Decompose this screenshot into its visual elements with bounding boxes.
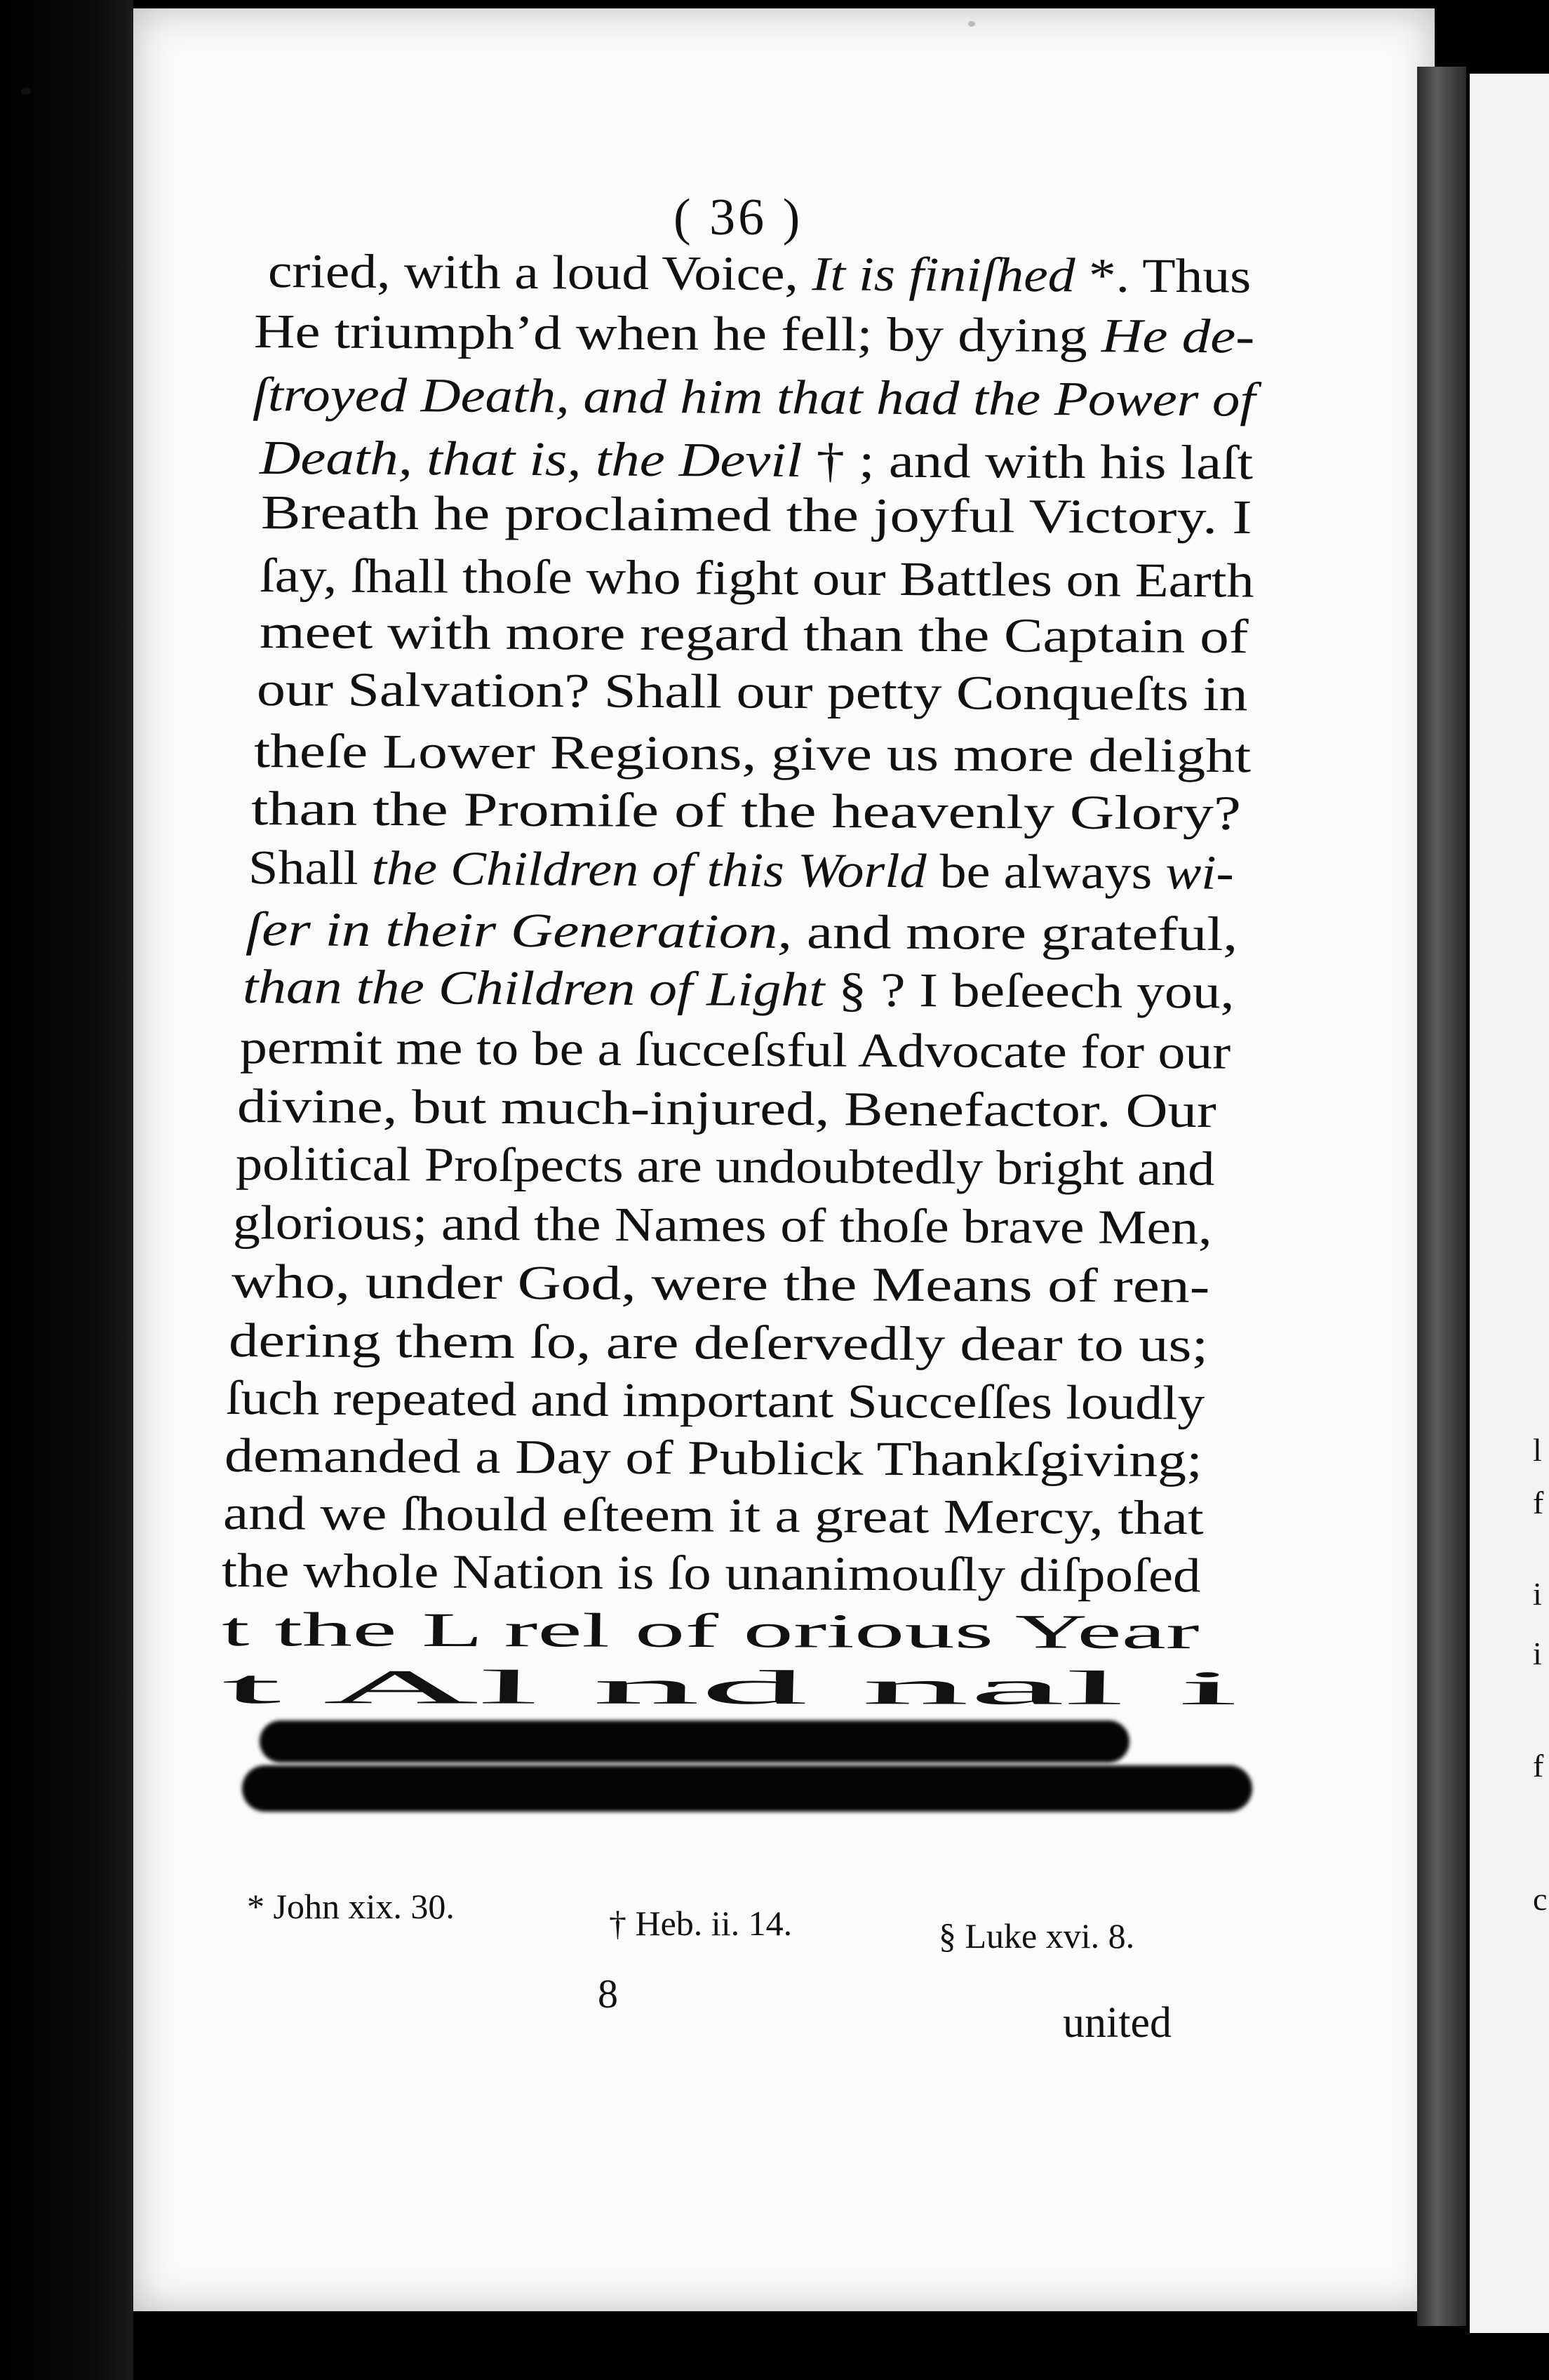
text-line: demanded a Day of Publick Thankſgiving;	[224, 1429, 1203, 1488]
text-line: cried, with a loud Voice, It is finiſhed *. Thus	[267, 244, 1252, 303]
text-line: He triumph’d when he fell; by dying He de-	[253, 305, 1255, 363]
text-line: ſuch repeated and important Succeſſes loudly	[225, 1371, 1205, 1430]
catchword: united	[1063, 1999, 1172, 2047]
text-line: divine, but much-injured, Benefactor. Our	[236, 1079, 1217, 1138]
text-line: than the Promiſe of the heavenly Glory?	[250, 782, 1242, 840]
facing-page-glyph: l	[1533, 1432, 1542, 1468]
text-line: ſay, ſhall thoſe who fight our Battles on Earth	[259, 549, 1254, 608]
footnote-luke: § Luke xvi. 8.	[939, 1916, 1135, 1956]
text-line: Breath he proclaimed the joyful Victory. I	[260, 486, 1252, 544]
text-line: than the Children of Light § ? I beſeech you,	[242, 960, 1235, 1019]
redaction-mark	[242, 1765, 1252, 1812]
text-line: Death, that is, the Devil † ; and with his laſt	[259, 431, 1254, 490]
scan-speck	[968, 21, 975, 27]
facing-page-glyph: i	[1533, 1576, 1542, 1612]
text-line: t the L rel of orious Year	[221, 1603, 1200, 1659]
text-line: theſe Lower Regions, give us more delight	[253, 724, 1252, 783]
text-line: who, under God, were the Means of ren-	[231, 1255, 1210, 1313]
footnote-john: * John xix. 30.	[247, 1887, 455, 1926]
text-line: political Proſpects are undoubtedly bright and	[235, 1137, 1215, 1196]
facing-page-glyph: f	[1533, 1748, 1544, 1784]
redaction-mark	[260, 1720, 1129, 1763]
text-line: Shall the Children of this World be always wi-	[248, 841, 1235, 900]
facing-page-glyph: i	[1533, 1636, 1542, 1671]
page-number: ( 36 )	[673, 189, 803, 246]
text-line: ſer in their Generation, and more grateful,	[245, 902, 1238, 961]
text-line: dering them ſo, are deſervedly dear to us;	[228, 1313, 1209, 1372]
footnote-hebrews: † Heb. ii. 14.	[609, 1904, 793, 1943]
signature-mark: 8	[598, 1971, 618, 2017]
scan-speck	[21, 88, 31, 95]
text-line: permit me to be a ſucceſsful Advocate for our	[239, 1020, 1231, 1079]
text-line: glorious; and the Names of thoſe brave Men,	[232, 1196, 1212, 1255]
facing-page-glyph: c	[1533, 1881, 1548, 1917]
facing-page-glyph: f	[1533, 1485, 1544, 1520]
text-line: our Salvation? Shall our petty Conqueſts in	[256, 662, 1248, 721]
text-line: meet with more regard than the Captain of	[259, 605, 1249, 664]
text-line: t Al nd nal i	[220, 1660, 1240, 1715]
text-line: and we ſhould eſteem it a great Mercy, that	[222, 1486, 1204, 1545]
text-line: the whole Nation is ſo unanimouſly diſpoſed	[221, 1544, 1201, 1603]
text-line: ſtroyed Death, and him that had the Power of	[252, 368, 1256, 427]
